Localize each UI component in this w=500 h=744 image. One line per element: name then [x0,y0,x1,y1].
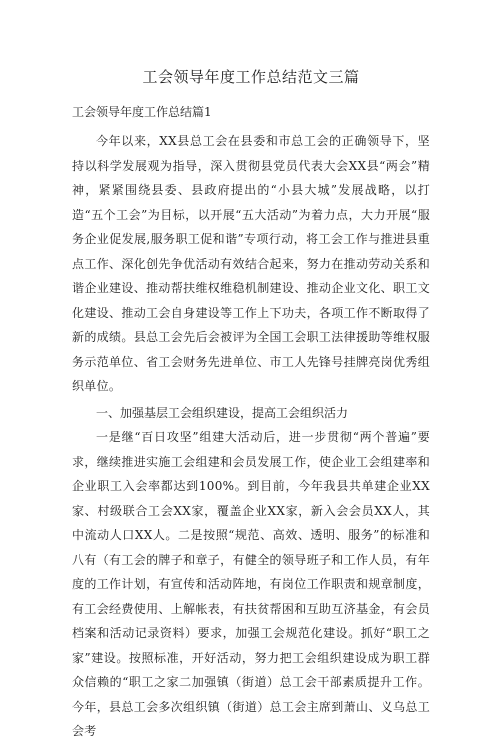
paragraph-intro: 今年以来，XX县总工会在县委和市总工会的正确领导下，坚持以科学发展观为指导，深入贯彻县党员代表大会XX县“两会”精神，紧紧围绕县委、县政府提出的“小县大城”发展战略，以打造“五个工会”为目标，以开展“五大活动”为着力点，大力开展“服务企业促发展,服务职工促和谐”专项行动，将工会工作与推进县重点工作、深化创先争优活动有效结合起来，努力在推动劳动关系和谐企业建设、推动帮扶维权维稳机制建设、推动企业文化、职工文化建设、推动工会自身建设等工作上下功夫，各项工作不断取得了新的成绩。县总工会先后会被评为全国工会职工法律援助等维权服务示范单位、省工会财务先进单位、市工人先锋号挂牌亮岗优秀组织单位。 [72,134,430,393]
section-heading-1: 一、加强基层工会组织建设，提高工会组织活力 [96,405,349,420]
document-title: 工会领导年度工作总结范文三篇 [142,68,360,86]
paragraph-section-1: 一是继“百日攻坚”组建大活动后，进一步贯彻“两个普遍”要求，继续推进实施工会组建和会员发展工作，使企业工会组建率和企业职工入会率都达到100%。到目前，今年我县共单建企业XX家、村级联合工会XX家，覆盖企业XX家，新入会会员XX人，其中流动人口XX人。二是按照“规范、高效、透明、服务”的标准和八有（有工会的牌子和章子，有健全的领导班子和工作人员，有年度的工作计划，有宣传和活动阵地，有岗位工作职责和规章制度，有工会经费使用、上解帐表，有扶贫帮困和互助互济基金，有会员档案和活动记录资料）要求，加强工会规范化建设。抓好“职工之家”建设。按照标准，开好活动，努力把工会组织建设成为职工群众信赖的“职工之家二加强镇（街道）总工会干部素质提升工作。今年，县总工会多次组织镇（街道）总工会主席到萧山、义乌总工会考 [72,430,430,738]
document-subtitle: 工会领导年度工作总结篇1 [72,105,212,119]
